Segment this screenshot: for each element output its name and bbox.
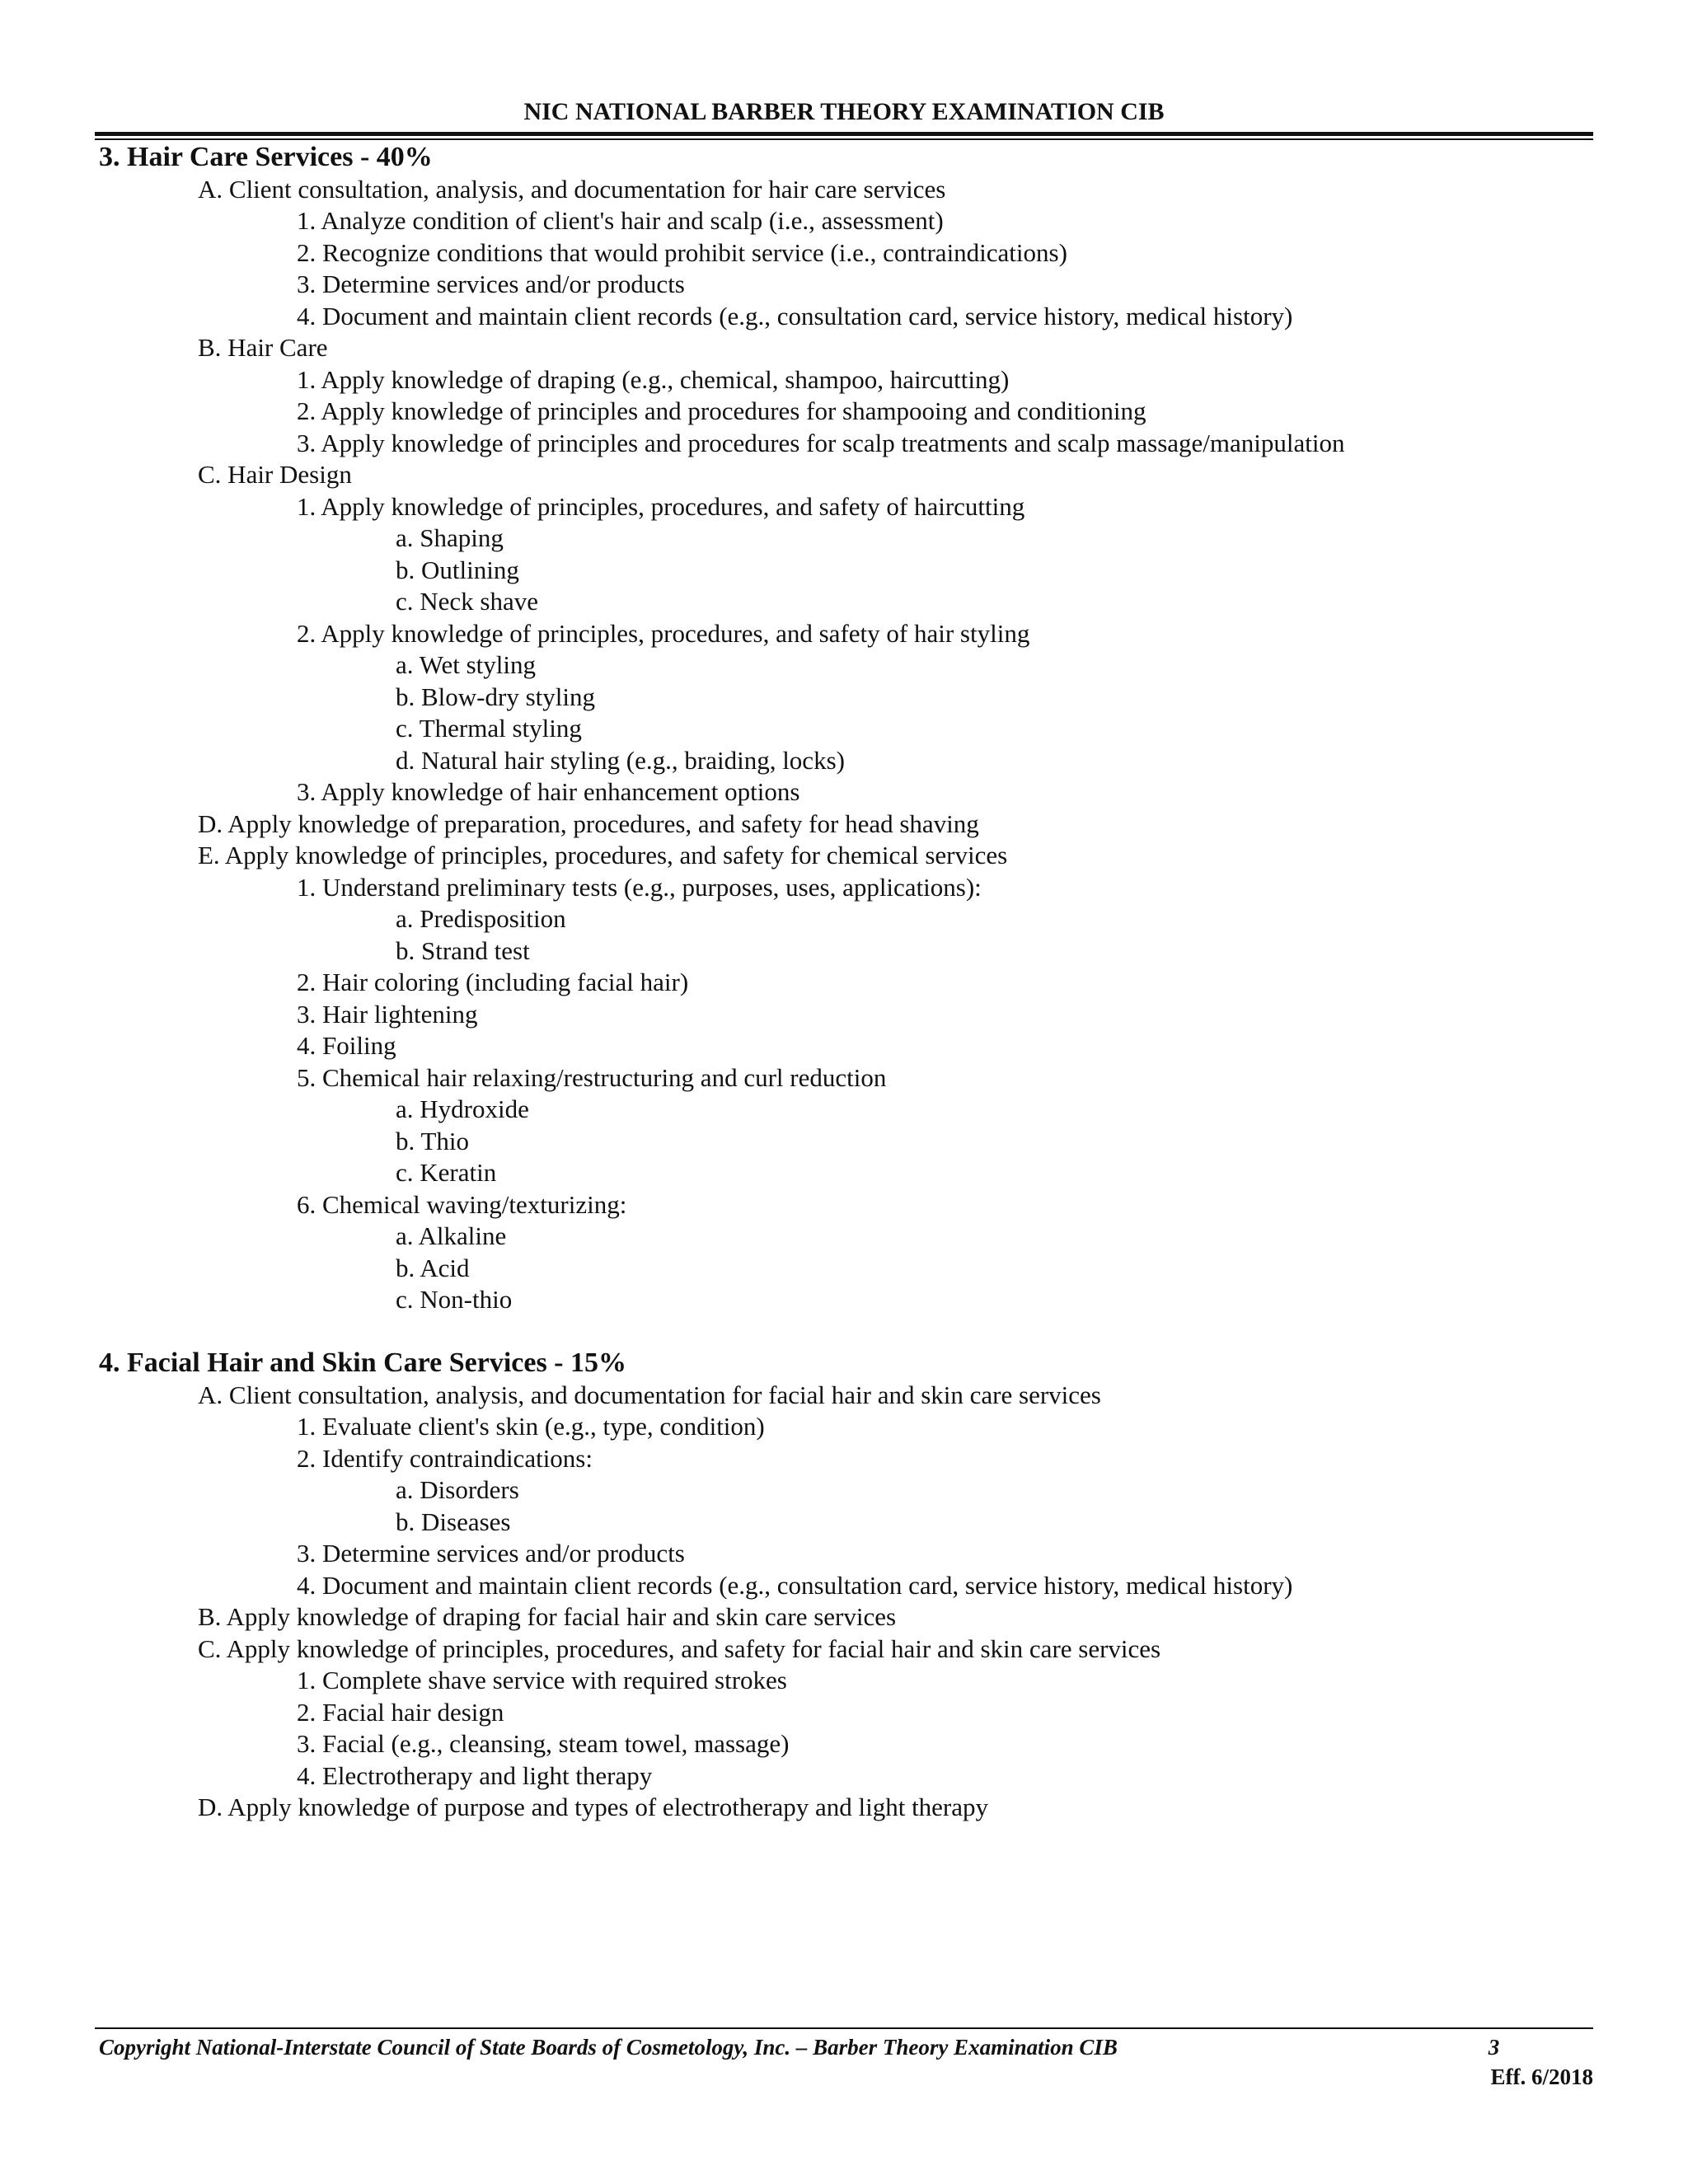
outline-item-level-2: 2. Apply knowledge of principles, procedures, and safety of hair styling — [297, 618, 1030, 648]
outline-section — [99, 142, 1582, 1316]
header-rule-thick — [95, 132, 1593, 136]
outline-item-level-3: c. Keratin — [396, 1158, 497, 1187]
outline-item-level-3: a. Predisposition — [396, 904, 566, 933]
outline-item-level-2: 2. Hair coloring (including facial hair) — [297, 968, 689, 996]
outline-item-level-3: b. Strand test — [396, 935, 530, 965]
page-number: 3 — [1488, 2035, 1500, 2060]
outline-item-level-2: 3. Apply knowledge of principles and procedures for scalp treatments and scalp massage/manipulation — [297, 428, 1345, 457]
section-spacer — [99, 1316, 1582, 1348]
exam-outline — [99, 142, 1582, 1824]
outline-section — [99, 1347, 1582, 1824]
outline-item-level-3: b. Thio — [396, 1126, 469, 1155]
outline-item-level-2: 1. Analyze condition of client's hair and scalp (i.e., assessment) — [297, 206, 944, 235]
outline-item-level-3: a. Disorders — [396, 1475, 519, 1504]
effective-date: Eff. 6/2018 — [1490, 2064, 1593, 2089]
outline-item-level-3: a. Shaping — [396, 523, 504, 552]
section-title: 3. Hair Care Services - 40% — [99, 142, 433, 172]
outline-item-level-1: A. Client consultation, analysis, and documentation for hair care services — [198, 174, 946, 204]
outline-item-level-1: D. Apply knowledge of preparation, procedures, and safety for head shaving — [198, 808, 979, 838]
outline-item-level-2: 4. Document and maintain client records (e.g., consultation card, service history, medical history) — [297, 1570, 1293, 1600]
outline-item-level-2: 4. Electrotherapy and light therapy — [297, 1760, 653, 1790]
outline-item-level-1: A. Client consultation, analysis, and documentation for facial hair and skin care services — [198, 1380, 1101, 1409]
outline-item-level-2: 3. Facial (e.g., cleansing, steam towel, massage) — [297, 1729, 790, 1758]
outline-item-level-2: 1. Apply knowledge of draping (e.g., chemical, shampoo, haircutting) — [297, 364, 1010, 394]
outline-item-level-3: c. Thermal styling — [396, 714, 582, 743]
outline-item-level-3: a. Wet styling — [396, 650, 537, 679]
footer-rule — [95, 2027, 1593, 2029]
outline-item-level-2: 2. Apply knowledge of principles and procedures for shampooing and conditioning — [297, 396, 1146, 425]
outline-item-level-1: E. Apply knowledge of principles, procedures, and safety for chemical services — [198, 841, 1008, 869]
outline-item-level-2: 1. Apply knowledge of principles, procedures, and safety of haircutting — [297, 491, 1025, 521]
section-title: 4. Facial Hair and Skin Care Services - 15% — [99, 1347, 627, 1378]
outline-item-level-2: 3. Determine services and/or products — [297, 269, 685, 298]
outline-item-level-3: c. Neck shave — [396, 587, 538, 616]
outline-item-level-2: 6. Chemical waving/texturizing: — [297, 1189, 627, 1219]
outline-item-level-3: b. Outlining — [396, 555, 519, 584]
outline-item-level-3: b. Diseases — [396, 1507, 511, 1536]
outline-item-level-2: 1. Complete shave service with required strokes — [297, 1666, 787, 1694]
page-header-title: NIC NATIONAL BARBER THEORY EXAMINATION CIB — [523, 98, 1165, 125]
outline-item-level-3: d. Natural hair styling (e.g., braiding, locks) — [396, 745, 845, 775]
outline-item-level-3: c. Non-thio — [396, 1285, 513, 1314]
outline-item-level-2: 2. Recognize conditions that would prohibit service (i.e., contraindications) — [297, 237, 1067, 267]
outline-item-level-2: 2. Identify contraindications: — [297, 1443, 593, 1473]
outline-item-level-1: B. Hair Care — [198, 333, 328, 362]
outline-item-level-3: a. Hydroxide — [396, 1094, 529, 1123]
header-rule-thin — [95, 138, 1593, 140]
outline-item-level-2: 4. Document and maintain client records (e.g., consultation card, service history, medical history) — [297, 301, 1293, 330]
outline-item-level-1: C. Hair Design — [198, 460, 352, 489]
outline-item-level-1: B. Apply knowledge of draping for facial hair and skin care services — [198, 1602, 897, 1631]
outline-item-level-3: a. Alkaline — [396, 1221, 507, 1250]
outline-item-level-2: 2. Facial hair design — [297, 1697, 504, 1727]
outline-item-level-1: C. Apply knowledge of principles, procedures, and safety for facial hair and skin care services — [198, 1633, 1161, 1663]
outline-item-level-2: 3. Hair lightening — [297, 999, 478, 1029]
outline-item-level-2: 5. Chemical hair relaxing/restructuring and curl reduction — [297, 1062, 887, 1092]
outline-item-level-2: 4. Foiling — [297, 1031, 396, 1060]
outline-item-level-2: 1. Evaluate client's skin (e.g., type, condition) — [297, 1412, 765, 1441]
outline-item-level-3: b. Blow-dry styling — [396, 682, 595, 711]
outline-item-level-2: 3. Apply knowledge of hair enhancement options — [297, 777, 800, 806]
outline-item-level-1: D. Apply knowledge of purpose and types of electrotherapy and light therapy — [198, 1793, 989, 1821]
outline-item-level-2: 1. Understand preliminary tests (e.g., purposes, uses, applications): — [297, 872, 982, 902]
outline-item-level-3: b. Acid — [396, 1253, 470, 1282]
footer-copyright: Copyright National-Interstate Council of State Boards of Cosmetology, Inc. – Barber Theory Examination CIB — [99, 2035, 1118, 2060]
outline-item-level-2: 3. Determine services and/or products — [297, 1539, 685, 1568]
